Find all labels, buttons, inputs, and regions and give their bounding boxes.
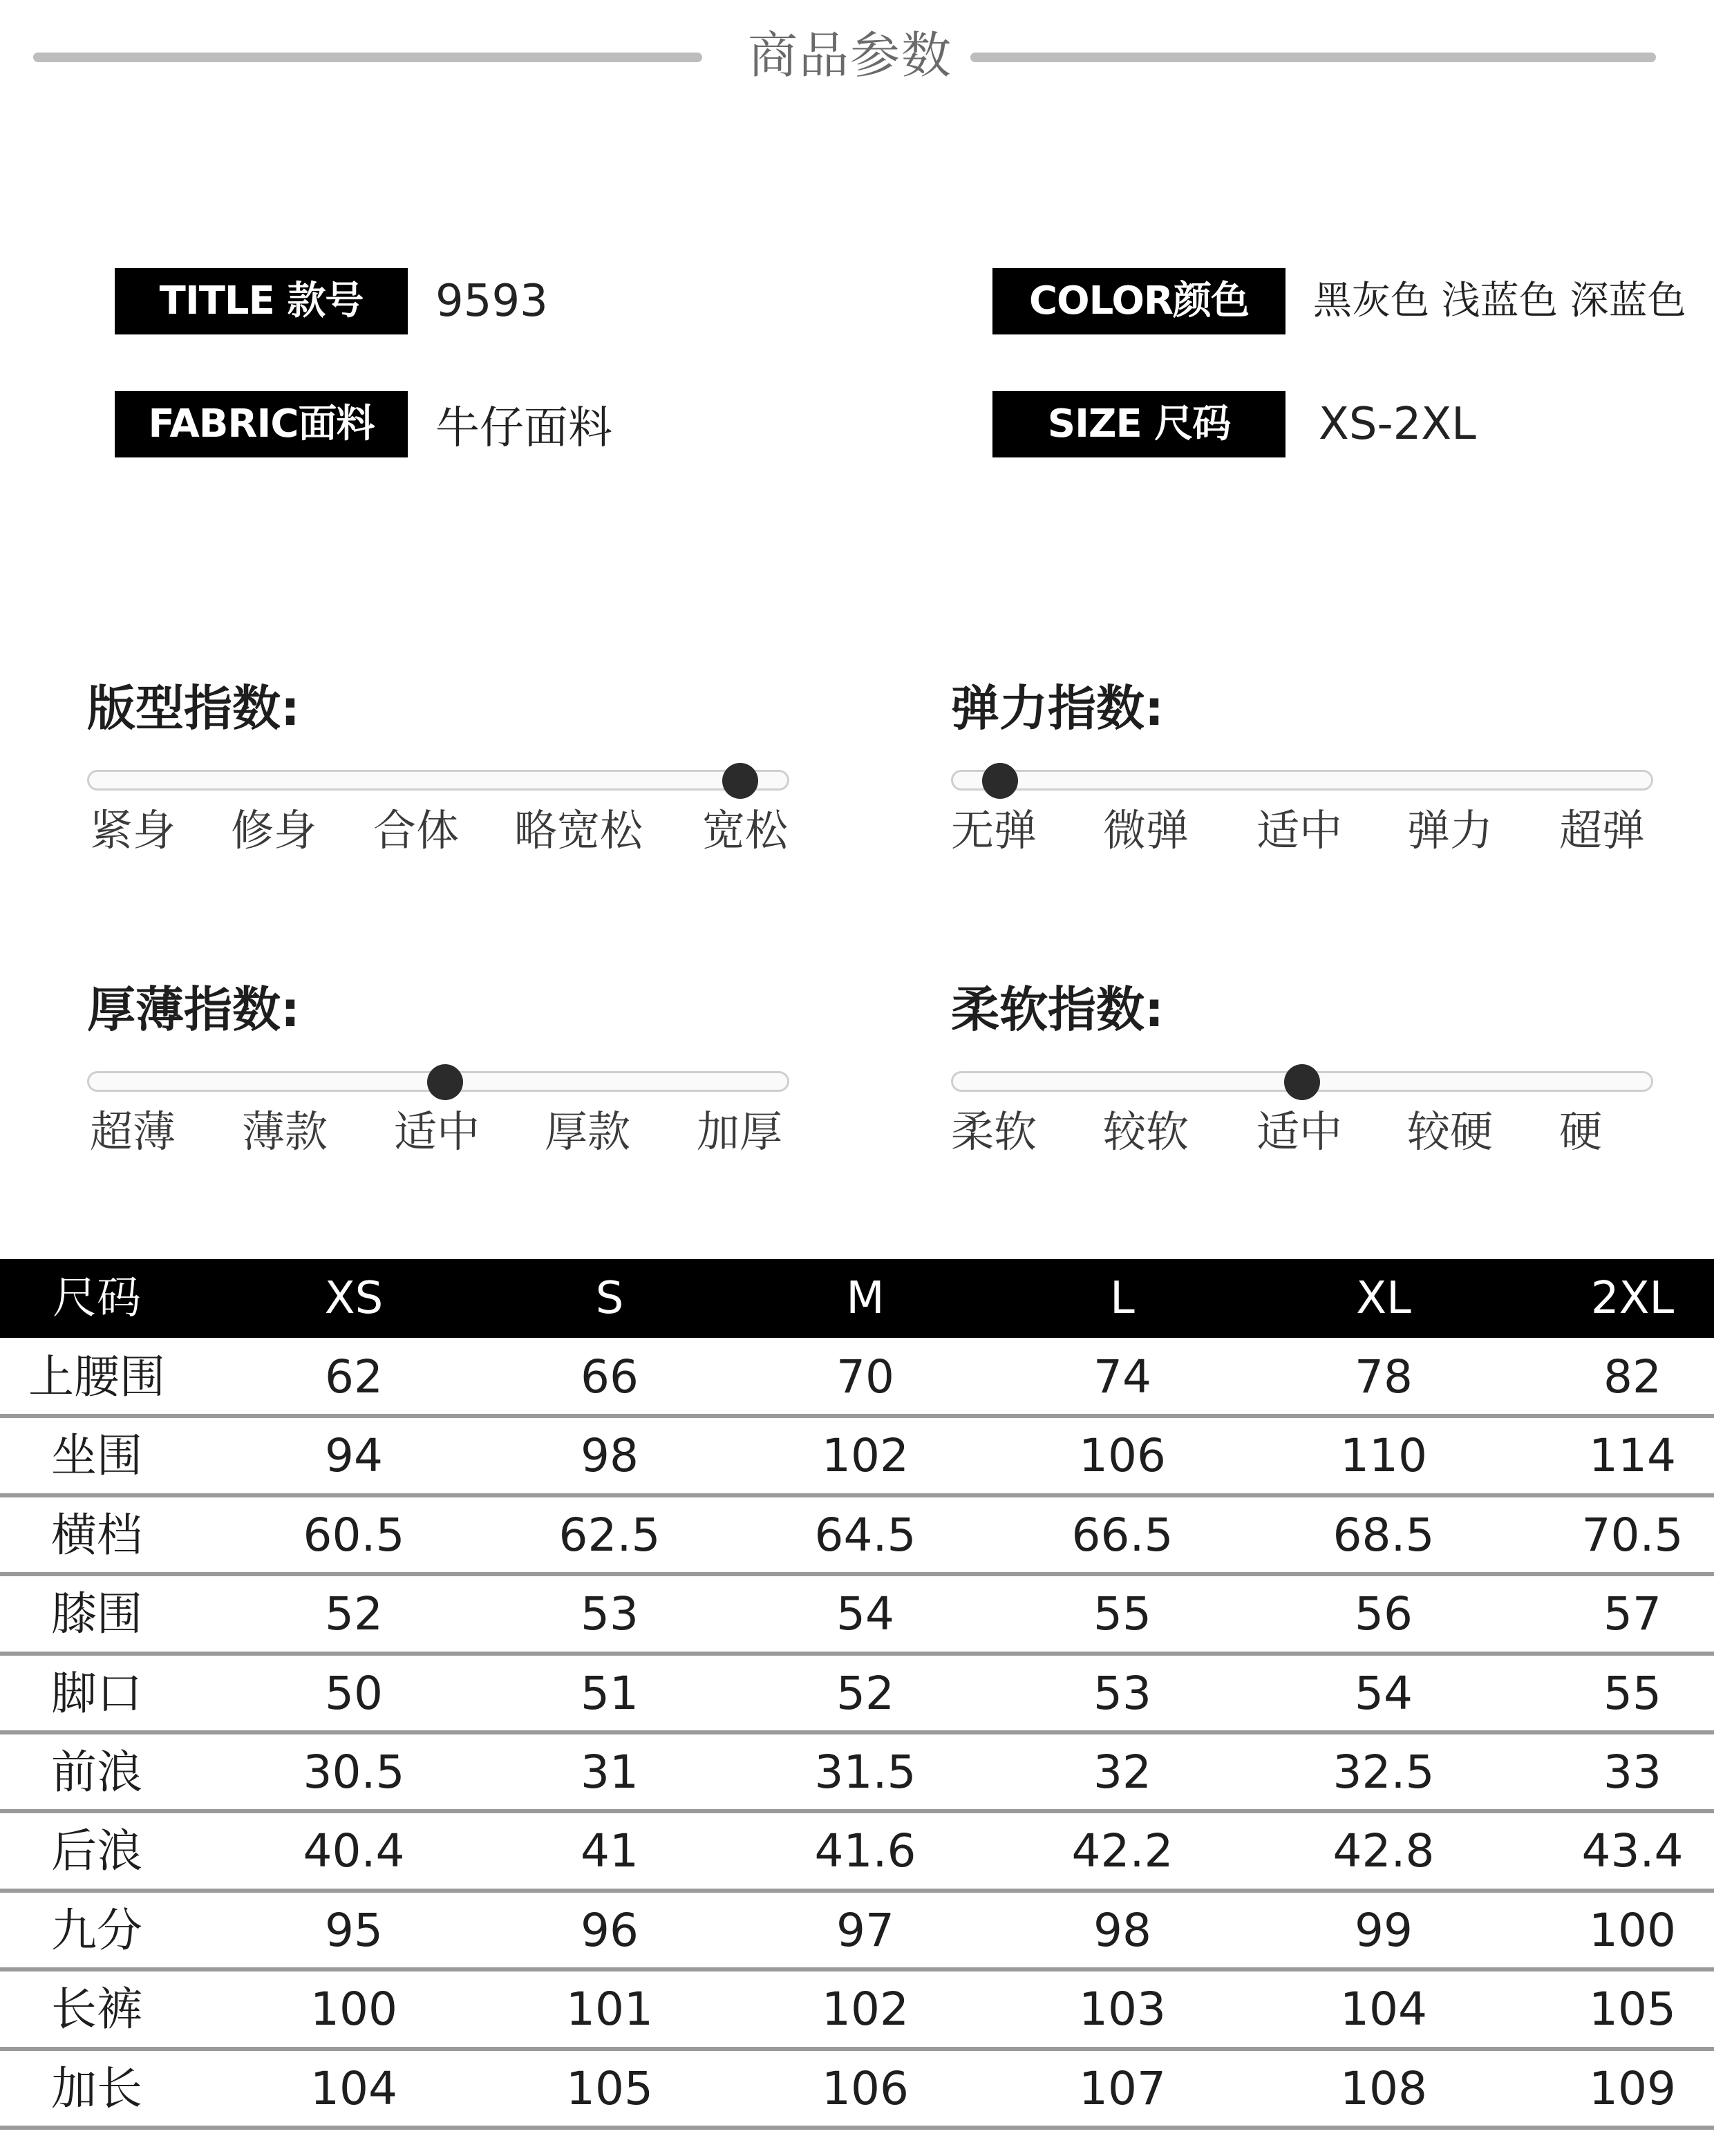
table-row-label: 坐围	[51, 1429, 142, 1483]
index-title: 厚薄指数:	[87, 981, 300, 1038]
table-cell: 106	[1079, 1429, 1166, 1483]
table-cell: 50	[325, 1666, 383, 1720]
table-row-label: 横档	[51, 1508, 142, 1562]
index-track	[951, 770, 1653, 791]
table-cell: 100	[310, 1983, 397, 2036]
index-label: 薄款	[242, 1106, 328, 1157]
table-header-cell: 尺码	[53, 1273, 141, 1324]
index-label: 无弹	[951, 805, 1037, 855]
table-cell: 82	[1603, 1350, 1661, 1403]
table-cell: 53	[581, 1587, 639, 1641]
table-cell: 109	[1589, 2061, 1676, 2115]
table-cell: 96	[581, 1903, 639, 1957]
index-label: 较软	[1103, 1106, 1189, 1157]
table-cell: 101	[566, 1983, 653, 2036]
table-cell: 33	[1603, 1746, 1661, 1799]
table-cell: 102	[822, 1983, 909, 2036]
index-knob	[1284, 1064, 1320, 1100]
table-cell: 54	[836, 1587, 894, 1641]
table-header-cell: 2XL	[1590, 1273, 1675, 1324]
header-rule-right	[970, 53, 1656, 62]
table-cell: 78	[1355, 1350, 1413, 1403]
table-cell: 98	[581, 1429, 639, 1483]
table-cell: 43.4	[1581, 1824, 1684, 1878]
table-cell: 62	[325, 1350, 383, 1403]
index-title: 版型指数:	[87, 680, 300, 737]
table-cell: 95	[325, 1903, 383, 1957]
table-header-cell: M	[846, 1273, 885, 1324]
index-knob	[982, 763, 1018, 799]
index-label: 硬	[1559, 1106, 1603, 1157]
table-row	[0, 1812, 1714, 1891]
table-cell: 51	[581, 1666, 639, 1720]
title-tag: TITLE 款号	[115, 268, 408, 334]
table-cell: 52	[836, 1666, 894, 1720]
table-header-cell: L	[1110, 1273, 1135, 1324]
table-cell: 110	[1340, 1429, 1427, 1483]
index-label: 超弹	[1559, 805, 1646, 855]
index-label: 柔软	[951, 1106, 1037, 1157]
index-label: 略宽松	[514, 805, 643, 855]
table-cell: 100	[1589, 1903, 1676, 1957]
table-cell: 55	[1093, 1587, 1151, 1641]
index-label: 微弹	[1103, 805, 1189, 855]
index-title: 柔软指数:	[951, 981, 1164, 1038]
table-row-label: 脚口	[51, 1666, 142, 1720]
index-knob	[427, 1064, 463, 1100]
table-row	[0, 2050, 1714, 2128]
table-cell: 105	[566, 2061, 653, 2115]
section-title: 商品参数	[747, 26, 952, 84]
table-cell: 32	[1093, 1746, 1151, 1799]
table-row-label: 膝围	[51, 1587, 142, 1641]
table-header-cell: XL	[1356, 1273, 1411, 1324]
table-cell: 104	[310, 2061, 397, 2115]
index-label: 适中	[394, 1106, 480, 1157]
table-row	[0, 1338, 1714, 1417]
table-row-label: 长裤	[51, 1983, 142, 2036]
table-row-label: 九分	[51, 1903, 142, 1957]
table-cell: 62.5	[558, 1508, 661, 1562]
size-tag: SIZE 尺码	[992, 391, 1286, 457]
table-cell: 66.5	[1071, 1508, 1174, 1562]
index-knob	[722, 763, 758, 799]
index-label: 宽松	[702, 805, 789, 855]
table-cell: 53	[1093, 1666, 1151, 1720]
table-cell: 57	[1603, 1587, 1661, 1641]
table-row	[0, 1891, 1714, 1970]
index-label: 合体	[373, 805, 460, 855]
index-label: 适中	[1256, 805, 1343, 855]
table-cell: 104	[1340, 1983, 1427, 2036]
table-cell: 56	[1355, 1587, 1413, 1641]
size-value: XS-2XL	[1319, 399, 1476, 450]
index-label: 超薄	[90, 1106, 176, 1157]
table-row-label: 加长	[51, 2061, 142, 2115]
size-table-header	[0, 1259, 1714, 1338]
table-cell: 99	[1355, 1903, 1413, 1957]
table-cell: 106	[822, 2061, 909, 2115]
table-cell: 54	[1355, 1666, 1413, 1720]
table-cell: 70.5	[1581, 1508, 1684, 1562]
table-cell: 103	[1079, 1983, 1166, 2036]
table-cell: 70	[836, 1350, 894, 1403]
table-cell: 108	[1340, 2061, 1427, 2115]
table-row-label: 上腰围	[28, 1350, 165, 1403]
title-value: 9593	[435, 276, 548, 327]
table-header-cell: S	[595, 1273, 624, 1324]
table-cell: 97	[836, 1903, 894, 1957]
index-label: 较硬	[1407, 1106, 1494, 1157]
table-row-label: 前浪	[51, 1746, 142, 1799]
table-header-cell: XS	[324, 1273, 384, 1324]
table-row	[0, 1575, 1714, 1654]
fabric-value: 牛仔面料	[435, 403, 612, 454]
table-cell: 102	[822, 1429, 909, 1483]
index-track	[87, 770, 789, 791]
table-row	[0, 1496, 1714, 1575]
table-cell: 31.5	[814, 1746, 916, 1799]
table-cell: 98	[1093, 1903, 1151, 1957]
table-cell: 107	[1079, 2061, 1166, 2115]
table-cell: 105	[1589, 1983, 1676, 2036]
index-label: 适中	[1256, 1106, 1343, 1157]
color-value: 黑灰色 浅蓝色 深蓝色	[1313, 278, 1686, 323]
index-label: 修身	[231, 805, 317, 855]
table-row	[0, 1970, 1714, 2049]
index-title: 弹力指数:	[951, 680, 1164, 737]
fabric-tag: FABRIC面料	[115, 391, 408, 457]
table-cell: 66	[581, 1350, 639, 1403]
table-cell: 94	[325, 1429, 383, 1483]
row-divider	[0, 2126, 1714, 2130]
table-cell: 55	[1603, 1666, 1661, 1720]
table-cell: 42.8	[1332, 1824, 1435, 1878]
table-cell: 41.6	[814, 1824, 916, 1878]
table-cell: 68.5	[1332, 1508, 1435, 1562]
table-cell: 32.5	[1332, 1746, 1435, 1799]
index-label: 厚款	[545, 1106, 631, 1157]
index-label: 弹力	[1407, 805, 1494, 855]
table-cell: 30.5	[303, 1746, 405, 1799]
table-cell: 41	[581, 1824, 639, 1878]
table-cell: 31	[581, 1746, 639, 1799]
color-tag: COLOR颜色	[992, 268, 1286, 334]
table-cell: 74	[1093, 1350, 1151, 1403]
table-cell: 60.5	[303, 1508, 405, 1562]
table-row	[0, 1733, 1714, 1812]
table-row	[0, 1654, 1714, 1733]
index-label: 加厚	[697, 1106, 783, 1157]
table-cell: 114	[1589, 1429, 1676, 1483]
table-cell: 40.4	[303, 1824, 405, 1878]
header-rule-left	[33, 53, 702, 62]
table-row-label: 后浪	[51, 1824, 142, 1878]
index-label: 紧身	[90, 805, 176, 855]
table-cell: 64.5	[814, 1508, 916, 1562]
table-row	[0, 1417, 1714, 1495]
table-cell: 52	[325, 1587, 383, 1641]
table-cell: 42.2	[1071, 1824, 1174, 1878]
